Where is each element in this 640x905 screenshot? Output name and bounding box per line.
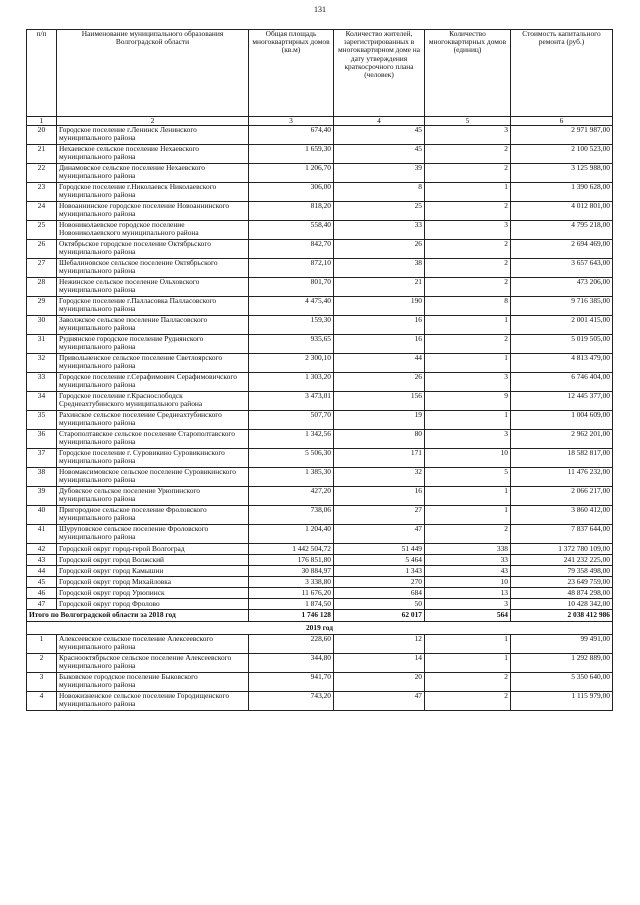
row-houses: 1 <box>425 354 511 373</box>
row-cost: 241 232 225,00 <box>511 555 613 566</box>
row-residents: 12 <box>334 635 425 654</box>
row-area: 3 473,01 <box>249 392 334 411</box>
row-number: 33 <box>27 373 57 392</box>
row-residents: 190 <box>334 297 425 316</box>
row-houses: 338 <box>425 544 511 555</box>
row-number: 38 <box>27 468 57 487</box>
row-name: Новониколаевское городское поселение Новониколаевского муниципального района <box>57 221 249 240</box>
table-row <box>27 588 613 599</box>
row-number: 29 <box>27 297 57 316</box>
table-row <box>27 145 613 164</box>
table-row <box>27 392 613 411</box>
row-houses: 2 <box>425 240 511 259</box>
row-cost: 5 350 640,00 <box>511 673 613 692</box>
row-residents: 171 <box>334 449 425 468</box>
row-cost: 3 657 643,00 <box>511 259 613 278</box>
row-name: Старополтавское сельское поселение Старополтавского муниципального района <box>57 430 249 449</box>
row-number: 21 <box>27 145 57 164</box>
row-cost: 2 100 523,00 <box>511 145 613 164</box>
row-houses: 5 <box>425 468 511 487</box>
row-residents: 51 449 <box>334 544 425 555</box>
row-name: Городское поселение г.Серафимович Серафимовичского муниципального района <box>57 373 249 392</box>
row-name: Городской округ город Михайловка <box>57 577 249 588</box>
row-houses: 8 <box>425 297 511 316</box>
row-residents: 16 <box>334 316 425 335</box>
row-houses: 43 <box>425 566 511 577</box>
total-row-2018 <box>27 610 613 622</box>
row-houses: 13 <box>425 588 511 599</box>
row-residents: 38 <box>334 259 425 278</box>
row-area: 674,40 <box>249 126 334 145</box>
table-row <box>27 544 613 555</box>
row-houses: 2 <box>425 278 511 297</box>
row-name: Новомаксимовское сельское поселение Суровикинского муниципального района <box>57 468 249 487</box>
table-row <box>27 202 613 221</box>
row-cost: 9 716 385,00 <box>511 297 613 316</box>
row-number: 25 <box>27 221 57 240</box>
column-number: 6 <box>511 117 613 126</box>
row-houses: 2 <box>425 673 511 692</box>
row-residents: 27 <box>334 506 425 525</box>
table-row <box>27 487 613 506</box>
row-name: Нехаевское сельское поселение Нехаевского муниципального района <box>57 145 249 164</box>
row-cost: 1 004 609,00 <box>511 411 613 430</box>
row-cost: 1 115 979,00 <box>511 692 613 711</box>
row-cost: 10 428 342,00 <box>511 599 613 610</box>
row-cost: 3 125 988,00 <box>511 164 613 183</box>
column-number: 4 <box>334 117 425 126</box>
row-name: Руднянское городское поселение Руднянского муниципального района <box>57 335 249 354</box>
total-residents: 62 017 <box>334 610 425 622</box>
row-residents: 16 <box>334 487 425 506</box>
row-houses: 2 <box>425 692 511 711</box>
row-cost: 473 206,00 <box>511 278 613 297</box>
year-row-2019 <box>27 622 613 635</box>
total-area: 1 746 128 <box>249 610 334 622</box>
row-cost: 48 874 298,00 <box>511 588 613 599</box>
table-row <box>27 126 613 145</box>
row-cost: 4 795 218,00 <box>511 221 613 240</box>
row-residents: 45 <box>334 145 425 164</box>
row-residents: 32 <box>334 468 425 487</box>
total-houses: 564 <box>425 610 511 622</box>
table-row <box>27 449 613 468</box>
table-row <box>27 525 613 544</box>
row-number: 20 <box>27 126 57 145</box>
row-area: 1 659,30 <box>249 145 334 164</box>
row-residents: 45 <box>334 126 425 145</box>
row-area: 935,65 <box>249 335 334 354</box>
row-residents: 26 <box>334 373 425 392</box>
row-area: 1 206,70 <box>249 164 334 183</box>
row-residents: 80 <box>334 430 425 449</box>
row-residents: 44 <box>334 354 425 373</box>
row-residents: 1 343 <box>334 566 425 577</box>
year-label: 2019 год <box>27 622 613 635</box>
row-number: 43 <box>27 555 57 566</box>
row-number: 3 <box>27 673 57 692</box>
row-number: 47 <box>27 599 57 610</box>
row-residents: 156 <box>334 392 425 411</box>
row-name: Шуруповское сельское поселение Фроловского муниципального района <box>57 525 249 544</box>
row-area: 30 884,97 <box>249 566 334 577</box>
table-row <box>27 654 613 673</box>
row-number: 31 <box>27 335 57 354</box>
row-residents: 8 <box>334 183 425 202</box>
row-number: 22 <box>27 164 57 183</box>
row-area: 3 338,80 <box>249 577 334 588</box>
row-number: 26 <box>27 240 57 259</box>
row-number: 24 <box>27 202 57 221</box>
column-number-row <box>27 117 613 126</box>
row-area: 344,80 <box>249 654 334 673</box>
column-number: 1 <box>27 117 57 126</box>
table-row <box>27 259 613 278</box>
row-name: Городское поселение г.Ленинск Ленинского муниципального района <box>57 126 249 145</box>
row-cost: 18 582 817,00 <box>511 449 613 468</box>
row-cost: 2 001 415,00 <box>511 316 613 335</box>
row-name: Нежинское сельское поселение Ольховского муниципального района <box>57 278 249 297</box>
row-number: 41 <box>27 525 57 544</box>
row-cost: 12 445 377,00 <box>511 392 613 411</box>
row-area: 872,10 <box>249 259 334 278</box>
header-houses: Количество многоквартирных домов (единиц) <box>425 30 511 117</box>
row-houses: 3 <box>425 599 511 610</box>
column-number: 3 <box>249 117 334 126</box>
row-residents: 16 <box>334 335 425 354</box>
row-houses: 2 <box>425 525 511 544</box>
row-name: Пригородное сельское поселение Фроловского муниципального района <box>57 506 249 525</box>
table-row <box>27 183 613 202</box>
row-cost: 2 971 987,00 <box>511 126 613 145</box>
row-houses: 1 <box>425 316 511 335</box>
column-number: 5 <box>425 117 511 126</box>
row-area: 228,60 <box>249 635 334 654</box>
row-number: 36 <box>27 430 57 449</box>
column-number: 2 <box>57 117 249 126</box>
table-row <box>27 354 613 373</box>
row-number: 28 <box>27 278 57 297</box>
row-houses: 1 <box>425 487 511 506</box>
row-number: 44 <box>27 566 57 577</box>
row-houses: 2 <box>425 164 511 183</box>
row-houses: 10 <box>425 577 511 588</box>
row-number: 40 <box>27 506 57 525</box>
row-name: Городское поселение г.Палласовка Палласовского муниципального района <box>57 297 249 316</box>
row-cost: 1 292 889,00 <box>511 654 613 673</box>
row-number: 35 <box>27 411 57 430</box>
row-name: Новоаннинское городское поселение Новоаннинского муниципального района <box>57 202 249 221</box>
row-name: Быковское городское поселение Быковского муниципального района <box>57 673 249 692</box>
row-name: Новожизненское сельское поселение Городищенского муниципального района <box>57 692 249 711</box>
row-residents: 50 <box>334 599 425 610</box>
table-row <box>27 506 613 525</box>
row-cost: 1 390 628,00 <box>511 183 613 202</box>
row-houses: 3 <box>425 430 511 449</box>
row-area: 1 385,30 <box>249 468 334 487</box>
row-area: 507,70 <box>249 411 334 430</box>
row-cost: 4 813 479,00 <box>511 354 613 373</box>
row-area: 427,20 <box>249 487 334 506</box>
row-name: Привольненское сельское поселение Светлоярского муниципального района <box>57 354 249 373</box>
row-houses: 1 <box>425 506 511 525</box>
row-name: Октябрьское городское поселение Октябрьского муниципального района <box>57 240 249 259</box>
table-row <box>27 164 613 183</box>
row-area: 558,40 <box>249 221 334 240</box>
row-cost: 3 860 412,00 <box>511 506 613 525</box>
row-name: Городское поселение г.Краснослободск Среднеахтубинского муниципального района <box>57 392 249 411</box>
row-houses: 2 <box>425 259 511 278</box>
row-houses: 33 <box>425 555 511 566</box>
row-cost: 7 837 644,00 <box>511 525 613 544</box>
row-cost: 2 694 469,00 <box>511 240 613 259</box>
row-name: Городское поселение г.Николаевск Николаевского муниципального района <box>57 183 249 202</box>
header-residents: Количество жителей, зарегистрированных в многоквартирном доме на дату утверждения краткосрочного плана (человек) <box>334 30 425 117</box>
row-residents: 19 <box>334 411 425 430</box>
row-cost: 79 358 498,00 <box>511 566 613 577</box>
table-row <box>27 335 613 354</box>
row-cost: 23 649 759,00 <box>511 577 613 588</box>
row-name: Городской округ город Камышин <box>57 566 249 577</box>
row-residents: 33 <box>334 221 425 240</box>
row-area: 306,00 <box>249 183 334 202</box>
row-residents: 14 <box>334 654 425 673</box>
row-residents: 5 464 <box>334 555 425 566</box>
row-houses: 3 <box>425 373 511 392</box>
row-name: Городской округ город Фролово <box>57 599 249 610</box>
row-area: 1 874,50 <box>249 599 334 610</box>
row-cost: 2 066 217,00 <box>511 487 613 506</box>
table-row <box>27 673 613 692</box>
row-area: 941,70 <box>249 673 334 692</box>
row-houses: 2 <box>425 202 511 221</box>
row-number: 42 <box>27 544 57 555</box>
table-row <box>27 373 613 392</box>
row-houses: 2 <box>425 145 511 164</box>
row-houses: 10 <box>425 449 511 468</box>
table-row <box>27 577 613 588</box>
row-area: 1 303,20 <box>249 373 334 392</box>
row-number: 4 <box>27 692 57 711</box>
row-name: Рахинское сельское поселение Среднеахтубинского муниципального района <box>57 411 249 430</box>
row-name: Алексеевское сельское поселение Алексеевского муниципального района <box>57 635 249 654</box>
row-number: 45 <box>27 577 57 588</box>
row-residents: 270 <box>334 577 425 588</box>
row-area: 1 442 504,72 <box>249 544 334 555</box>
row-residents: 684 <box>334 588 425 599</box>
row-area: 2 300,10 <box>249 354 334 373</box>
row-area: 1 342,56 <box>249 430 334 449</box>
row-cost: 99 491,00 <box>511 635 613 654</box>
row-area: 159,30 <box>249 316 334 335</box>
row-number: 39 <box>27 487 57 506</box>
row-name: Динамовское сельское поселение Нехаевского муниципального района <box>57 164 249 183</box>
row-name: Заволжское сельское поселение Палласовского муниципального района <box>57 316 249 335</box>
row-houses: 1 <box>425 183 511 202</box>
row-residents: 39 <box>334 164 425 183</box>
row-area: 818,20 <box>249 202 334 221</box>
row-cost: 4 012 801,00 <box>511 202 613 221</box>
row-houses: 9 <box>425 392 511 411</box>
table-row <box>27 692 613 711</box>
row-residents: 47 <box>334 692 425 711</box>
row-cost: 1 372 780 109,00 <box>511 544 613 555</box>
row-name: Краснооктябрьское сельское поселение Алексеевского муниципального района <box>57 654 249 673</box>
row-number: 30 <box>27 316 57 335</box>
row-name: Городской округ город-герой Волгоград <box>57 544 249 555</box>
row-area: 801,70 <box>249 278 334 297</box>
row-cost: 5 019 505,00 <box>511 335 613 354</box>
row-area: 4 475,40 <box>249 297 334 316</box>
table-row <box>27 278 613 297</box>
row-houses: 1 <box>425 635 511 654</box>
table-row <box>27 297 613 316</box>
row-name: Шебалиновское сельское поселение Октябрьского муниципального района <box>57 259 249 278</box>
row-area: 11 676,20 <box>249 588 334 599</box>
row-area: 738,06 <box>249 506 334 525</box>
table-row <box>27 411 613 430</box>
row-number: 1 <box>27 635 57 654</box>
table-row <box>27 555 613 566</box>
row-area: 5 506,30 <box>249 449 334 468</box>
row-number: 37 <box>27 449 57 468</box>
row-cost: 11 476 232,00 <box>511 468 613 487</box>
header-cost: Стоимость капитального ремонта (руб.) <box>511 30 613 117</box>
row-name: Городской округ город Урюпинск <box>57 588 249 599</box>
row-name: Городской округ город Волжский <box>57 555 249 566</box>
row-cost: 6 746 404,00 <box>511 373 613 392</box>
row-number: 27 <box>27 259 57 278</box>
header-row <box>27 30 613 117</box>
row-number: 2 <box>27 654 57 673</box>
total-cost: 2 038 412 986 <box>511 610 613 622</box>
table-row <box>27 316 613 335</box>
row-houses: 2 <box>425 335 511 354</box>
row-houses: 3 <box>425 126 511 145</box>
header-num: п/п <box>27 30 57 117</box>
row-name: Дубовское сельское поселение Урюпинского муниципального района <box>57 487 249 506</box>
row-houses: 1 <box>425 411 511 430</box>
table-row <box>27 599 613 610</box>
row-houses: 1 <box>425 654 511 673</box>
header-name: Наименование муниципального образования Волгоградской области <box>57 30 249 117</box>
repair-plan-table <box>26 29 613 711</box>
table-row <box>27 468 613 487</box>
row-number: 23 <box>27 183 57 202</box>
row-area: 176 851,80 <box>249 555 334 566</box>
total-label: Итого по Волгоградской области за 2018 год <box>27 610 249 622</box>
row-area: 842,70 <box>249 240 334 259</box>
header-area: Общая площадь многоквартирных домов (кв.м) <box>249 30 334 117</box>
row-residents: 21 <box>334 278 425 297</box>
row-number: 34 <box>27 392 57 411</box>
table-row <box>27 635 613 654</box>
row-residents: 25 <box>334 202 425 221</box>
row-residents: 20 <box>334 673 425 692</box>
row-number: 32 <box>27 354 57 373</box>
row-houses: 3 <box>425 221 511 240</box>
table-row <box>27 566 613 577</box>
row-number: 46 <box>27 588 57 599</box>
row-area: 1 204,40 <box>249 525 334 544</box>
row-name: Городское поселение г. Суровикино Суровикинского муниципального района <box>57 449 249 468</box>
page-number: 131 <box>314 5 326 14</box>
row-residents: 26 <box>334 240 425 259</box>
table-row <box>27 240 613 259</box>
row-residents: 47 <box>334 525 425 544</box>
table-row <box>27 430 613 449</box>
row-area: 743,20 <box>249 692 334 711</box>
table-row <box>27 221 613 240</box>
row-cost: 2 962 201,00 <box>511 430 613 449</box>
